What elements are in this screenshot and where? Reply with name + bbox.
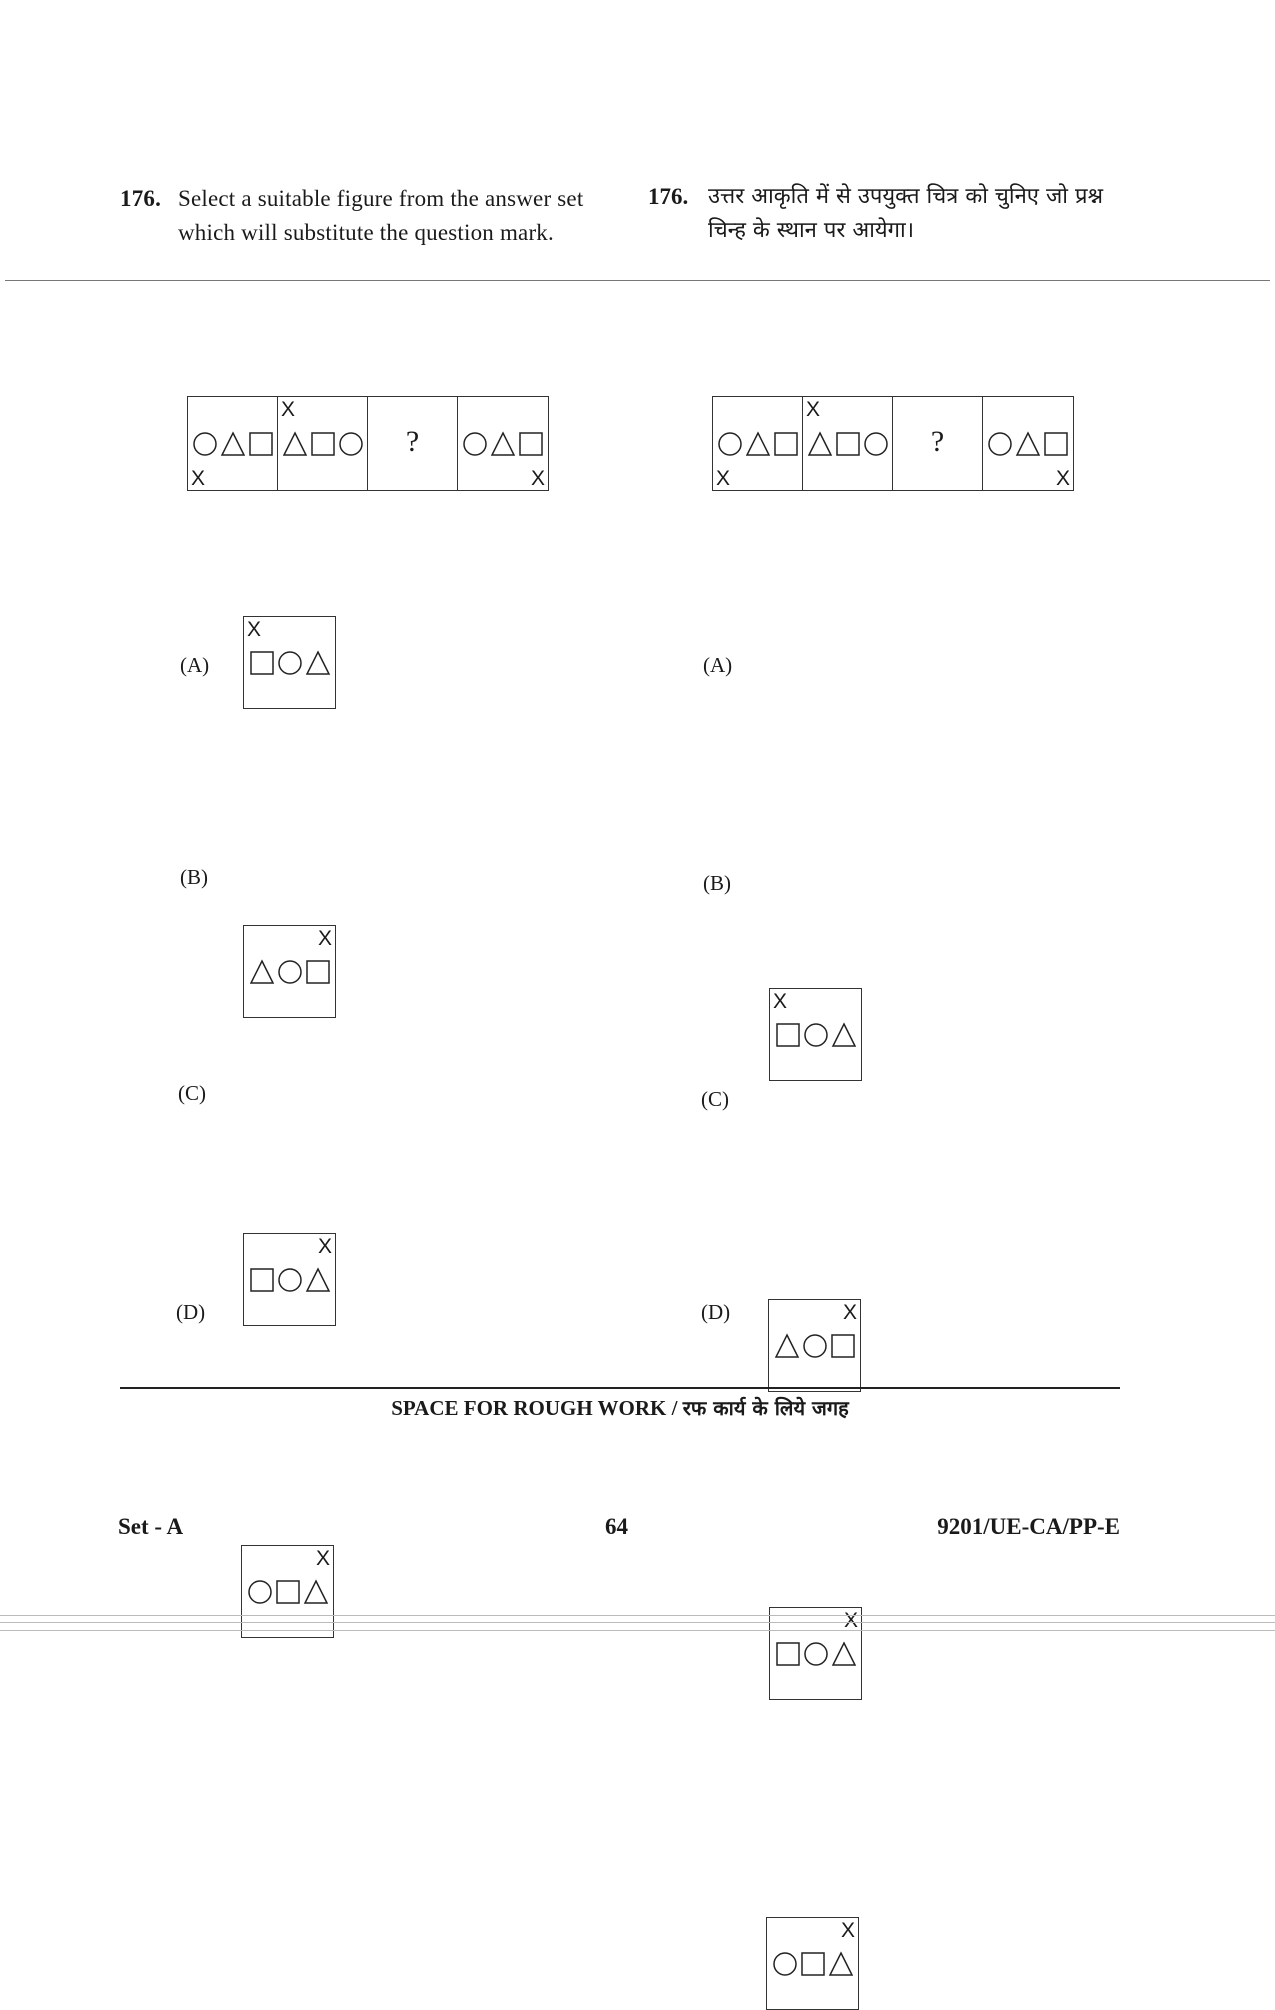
square-icon xyxy=(775,1022,801,1048)
option-label-d: (D) xyxy=(176,1300,206,1324)
x-mark: X xyxy=(530,467,545,490)
circle-icon xyxy=(462,431,488,457)
square-icon xyxy=(310,431,336,457)
triangle-icon xyxy=(305,1267,331,1293)
square-icon xyxy=(775,1641,801,1667)
square-icon xyxy=(835,431,861,457)
triangle-icon xyxy=(220,431,246,457)
shape-row xyxy=(278,431,367,457)
square-icon xyxy=(305,959,331,985)
triangle-icon xyxy=(249,959,275,985)
shape-row xyxy=(713,431,802,457)
triangle-icon xyxy=(490,431,516,457)
triangle-icon xyxy=(831,1022,857,1048)
circle-icon xyxy=(803,1022,829,1048)
shape-row xyxy=(188,431,277,457)
question-mark: ? xyxy=(930,425,945,458)
option-label-c: (C) xyxy=(178,1081,206,1105)
circle-icon xyxy=(987,431,1013,457)
scan-edge-line xyxy=(0,1622,1275,1623)
option-label-a: (A) xyxy=(180,653,210,677)
option-a-figure[interactable] xyxy=(243,616,336,709)
question-text-hindi: उत्तर आकृति में से उपयुक्त चित्र को चुनिए जो प्रश्न चिन्ह के स्थान पर आयेगा। xyxy=(708,184,1104,243)
question-number-hindi: 176. xyxy=(648,184,689,209)
x-mark: X xyxy=(1055,467,1070,490)
rough-work-separator: / xyxy=(666,1396,683,1420)
x-mark: X xyxy=(842,1301,857,1324)
x-mark: X xyxy=(281,398,296,421)
rough-work-hindi: रफ कार्य के लिये जगह xyxy=(682,1396,849,1420)
shape-row xyxy=(770,1022,861,1048)
square-icon xyxy=(800,1951,826,1977)
x-mark: X xyxy=(317,927,332,950)
option-a-figure-hindi[interactable] xyxy=(769,988,862,1081)
shape-row xyxy=(458,431,548,457)
option-c-figure-hindi[interactable] xyxy=(769,1607,862,1700)
circle-icon xyxy=(277,959,303,985)
header-divider xyxy=(5,280,1270,281)
option-c-figure[interactable] xyxy=(243,1233,336,1326)
scan-edge-line xyxy=(0,1615,1275,1616)
x-mark: X xyxy=(843,1609,858,1632)
scan-edge-line xyxy=(0,1630,1275,1631)
problem-figure-cell xyxy=(188,397,278,490)
shape-row xyxy=(803,431,892,457)
question-mark: ? xyxy=(405,425,420,458)
problem-figure-cell xyxy=(368,397,458,490)
square-icon xyxy=(518,431,544,457)
shape-row xyxy=(770,1641,861,1667)
triangle-icon xyxy=(303,1579,329,1605)
question-hindi xyxy=(648,180,1138,243)
page-number: 64 xyxy=(605,1514,628,1539)
x-mark: X xyxy=(191,467,206,490)
circle-icon xyxy=(277,650,303,676)
option-d-figure[interactable] xyxy=(241,1545,334,1638)
shape-row xyxy=(244,959,335,985)
circle-icon xyxy=(863,431,889,457)
square-icon xyxy=(1043,431,1069,457)
x-mark: X xyxy=(806,398,821,421)
problem-figure-cell xyxy=(713,397,803,490)
option-label-c-hindi: (C) xyxy=(701,1087,729,1111)
rough-work-divider xyxy=(120,1387,1120,1389)
circle-icon xyxy=(803,1641,829,1667)
square-icon xyxy=(275,1579,301,1605)
square-icon xyxy=(248,431,274,457)
circle-icon xyxy=(277,1267,303,1293)
triangle-icon xyxy=(282,431,308,457)
shape-row xyxy=(244,650,335,676)
triangle-icon xyxy=(1015,431,1041,457)
triangle-icon xyxy=(774,1333,800,1359)
option-label-a-hindi: (A) xyxy=(703,653,733,677)
problem-figure-cell xyxy=(803,397,893,490)
problem-figure-sequence-right xyxy=(712,396,1074,491)
circle-icon xyxy=(717,431,743,457)
shape-row xyxy=(244,1267,335,1293)
option-label-d-hindi: (D) xyxy=(701,1300,731,1324)
circle-icon xyxy=(338,431,364,457)
circle-icon xyxy=(247,1579,273,1605)
shape-row xyxy=(767,1951,858,1977)
square-icon xyxy=(249,650,275,676)
problem-figure-sequence-left xyxy=(187,396,549,491)
square-icon xyxy=(830,1333,856,1359)
circle-icon xyxy=(192,431,218,457)
option-b-figure[interactable] xyxy=(243,925,336,1018)
problem-figure-cell xyxy=(458,397,548,490)
square-icon xyxy=(249,1267,275,1293)
problem-figure-cell xyxy=(983,397,1073,490)
x-mark: X xyxy=(317,1235,332,1258)
shape-row xyxy=(769,1333,860,1359)
question-english xyxy=(120,182,610,245)
triangle-icon xyxy=(807,431,833,457)
square-icon xyxy=(773,431,799,457)
circle-icon xyxy=(802,1333,828,1359)
x-mark: X xyxy=(716,467,731,490)
circle-icon xyxy=(772,1951,798,1977)
set-label: Set - A xyxy=(118,1514,184,1539)
option-b-figure-hindi[interactable] xyxy=(768,1299,861,1392)
x-mark: X xyxy=(315,1547,330,1570)
triangle-icon xyxy=(828,1951,854,1977)
problem-figure-cell xyxy=(893,397,983,490)
option-label-b-hindi: (B) xyxy=(703,871,731,895)
triangle-icon xyxy=(831,1641,857,1667)
shape-row xyxy=(242,1579,333,1605)
question-number: 176. xyxy=(120,186,162,211)
rough-work-english: SPACE FOR ROUGH WORK xyxy=(391,1396,667,1420)
x-mark: X xyxy=(840,1919,855,1942)
triangle-icon xyxy=(745,431,771,457)
problem-figure-cell xyxy=(278,397,368,490)
x-mark: X xyxy=(773,990,788,1013)
x-mark: X xyxy=(247,618,262,641)
question-text-english: Select a suitable figure from the answer set which will substitute the question mark. xyxy=(178,186,584,245)
option-label-b: (B) xyxy=(180,865,208,889)
option-d-figure-hindi[interactable] xyxy=(766,1917,859,2010)
triangle-icon xyxy=(305,650,331,676)
rough-work-heading xyxy=(120,1394,1120,1421)
shape-row xyxy=(983,431,1073,457)
paper-code: 9201/UE-CA/PP-E xyxy=(937,1514,1120,1539)
